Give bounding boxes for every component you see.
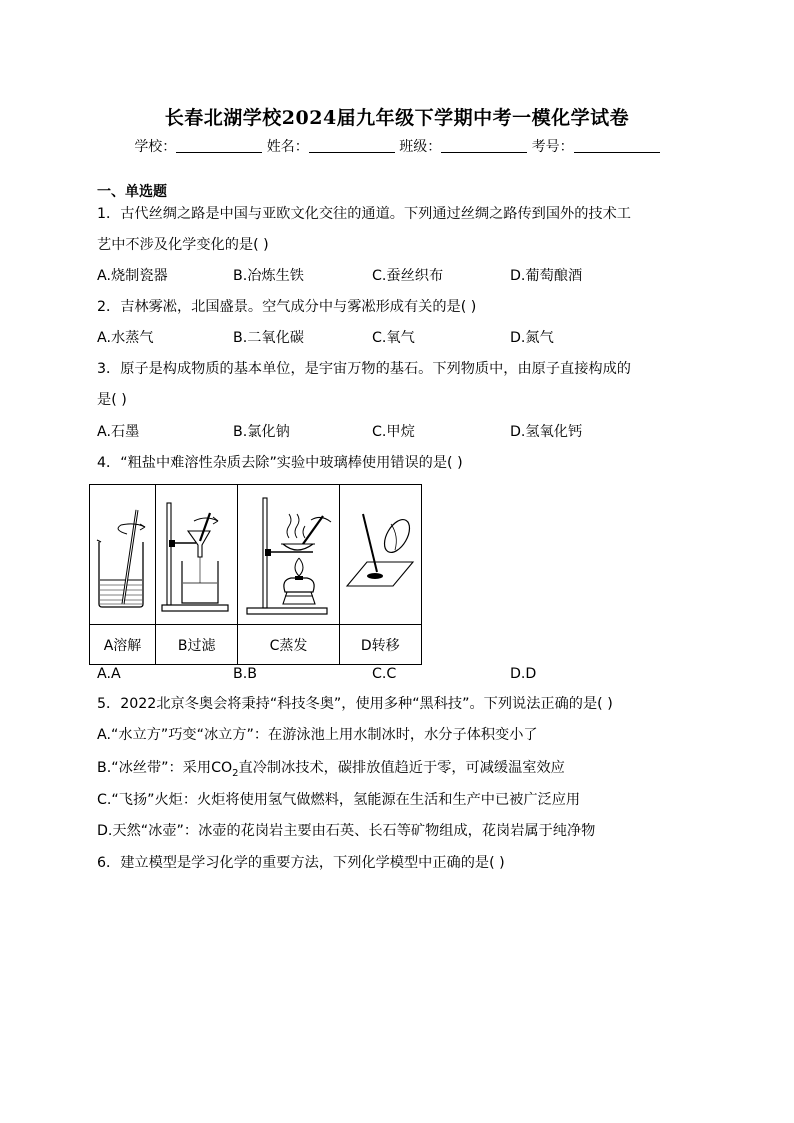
number-blank[interactable] [574, 138, 660, 153]
option-b-prefix: B.“冰丝带”：采用 [97, 760, 212, 776]
evaporate-label: C蒸发 [238, 625, 339, 665]
question-4-option-c[interactable]: C.C [372, 666, 397, 682]
question-2-option-c[interactable]: C.氧气 [372, 330, 415, 346]
option-b-suffix: 直冷制冰技术，碳排放值趋近于零，可减缓温室效应 [238, 760, 565, 776]
question-4-line-1: 4．“粗盐中难溶性杂质去除”实验中玻璃棒使用错误的是( ) [97, 455, 463, 471]
question-5-line-1: 5．2022北京冬奥会将秉持“科技冬奥”，使用多种“黑科技”。下列说法正确的是( ) [97, 696, 613, 712]
question-3-option-b[interactable]: B.氯化钠 [233, 424, 290, 440]
transfer-label: D转移 [339, 625, 421, 665]
filter-diagram [158, 495, 236, 615]
filter-cell [156, 485, 238, 625]
number-label: 考号： [531, 139, 574, 155]
question-4-option-b[interactable]: B.B [233, 666, 257, 682]
question-3-line-1: 3．原子是构成物质的基本单位，是宇宙万物的基石。下列物质中，由原子直接构成的 [97, 361, 631, 377]
question-4-option-a[interactable]: A.A [97, 666, 121, 682]
transfer-diagram [341, 500, 419, 610]
question-5-option-a[interactable]: A.“水立方”巧变“冰立方”：在游泳池上用水制冰时，水分子体积变小了 [97, 727, 538, 743]
question-4-option-d[interactable]: D.D [510, 666, 537, 682]
question-1-option-b[interactable]: B.冶炼生铁 [233, 268, 304, 284]
school-label: 学校： [134, 139, 177, 155]
question-5-option-b[interactable] [97, 758, 565, 784]
question-2-option-d[interactable]: D.氮气 [510, 330, 554, 346]
question-1-option-d[interactable]: D.葡萄酿酒 [510, 268, 583, 284]
question-2-line-1: 2．吉林雾凇，北国盛景。空气成分中与雾凇形成有关的是( ) [97, 299, 477, 315]
class-blank[interactable] [441, 138, 527, 153]
question-1-line-1: 1．古代丝绸之路是中国与亚欧文化交往的通道。下列通过丝绸之路传到国外的技术工 [97, 206, 631, 222]
question-3-line-2: 是( ) [97, 392, 127, 408]
dissolve-cell [90, 485, 156, 625]
class-label: 班级： [399, 139, 442, 155]
page-title: 长春北湖学校2024届九年级下学期中考一模化学试卷 [164, 107, 630, 129]
question-3-option-c[interactable]: C.甲烷 [372, 424, 415, 440]
student-info-line [0, 136, 794, 156]
question-1-line-2: 艺中不涉及化学变化的是( ) [97, 237, 269, 253]
evaporate-diagram [241, 492, 337, 617]
dissolve-label: A溶解 [90, 625, 156, 665]
school-blank[interactable] [176, 138, 262, 153]
question-5-option-c[interactable]: C.“飞扬”火炬：火炬将使用氢气做燃料，氢能源在生活和生产中已被广泛应用 [97, 792, 581, 808]
question-1-option-a[interactable]: A.烧制瓷器 [97, 268, 168, 284]
question-6-line-1: 6．建立模型是学习化学的重要方法，下列化学模型中正确的是( ) [97, 855, 505, 871]
name-blank[interactable] [309, 138, 395, 153]
filter-label: B过滤 [156, 625, 238, 665]
question-3-option-a[interactable]: A.石墨 [97, 424, 140, 440]
transfer-cell [339, 485, 421, 625]
evaporate-cell [238, 485, 339, 625]
question-2-option-a[interactable]: A.水蒸气 [97, 330, 154, 346]
name-label: 姓名： [266, 139, 309, 155]
co2-formula: $CO_2$ [211, 760, 239, 779]
dissolve-diagram [93, 500, 153, 610]
experiment-table [89, 484, 422, 665]
question-1-option-c[interactable]: C.蚕丝织布 [372, 268, 444, 284]
section-title: 一、单选题 [97, 184, 167, 200]
question-3-option-d[interactable]: D.氢氧化钙 [510, 424, 583, 440]
question-5-option-d[interactable]: D.天然“冰壶”：冰壶的花岗岩主要由石英、长石等矿物组成，花岗岩属于纯净物 [97, 823, 596, 839]
question-2-option-b[interactable]: B.二氧化碳 [233, 330, 304, 346]
